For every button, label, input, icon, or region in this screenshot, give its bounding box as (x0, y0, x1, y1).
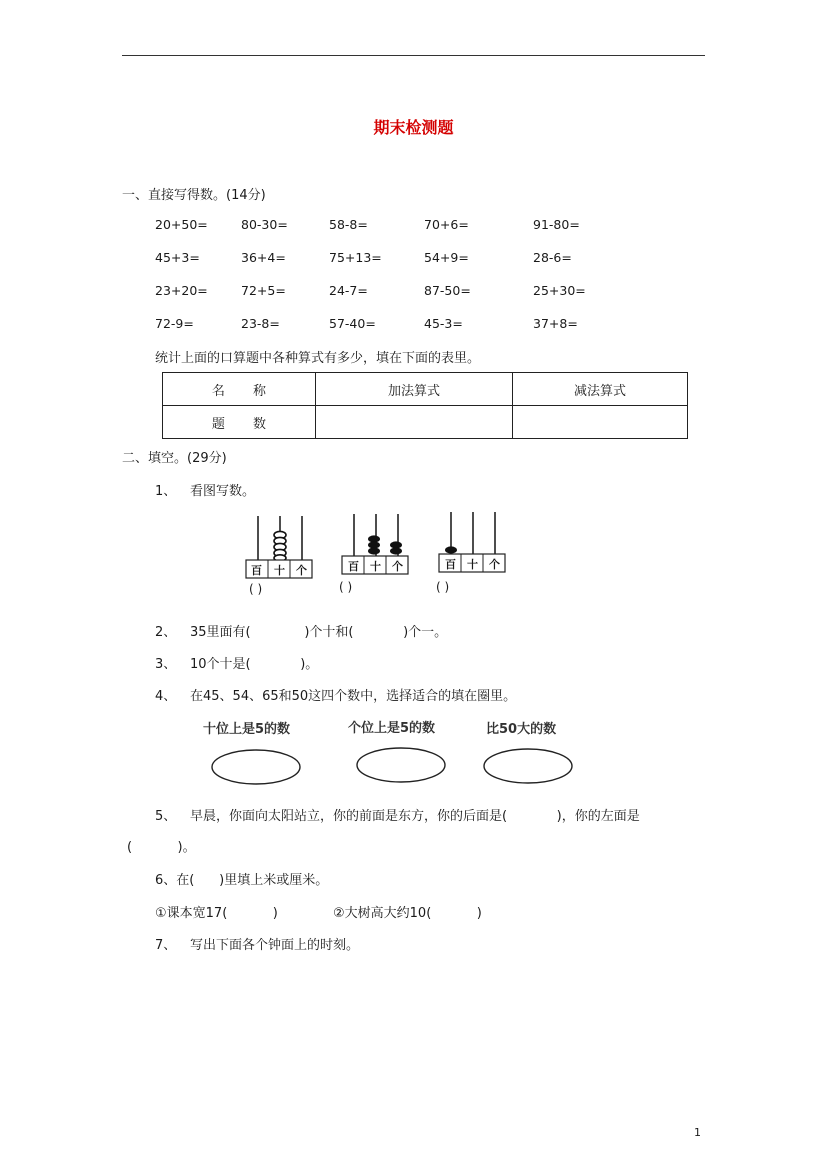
arithmetic-item: 57-40= (329, 316, 376, 331)
q4-text: 在45、54、65和50这四个数中，选择适合的填在圈里。 (190, 689, 517, 704)
table-row (163, 406, 688, 439)
arithmetic-item: 72-9= (155, 316, 194, 331)
q2-text: 35里面有( )个十和( )个一。 (190, 625, 448, 640)
q6-part-a: ①课本宽17( ) (155, 906, 278, 921)
header-rule (122, 55, 705, 56)
stat-table (162, 372, 688, 439)
arithmetic-item: 37+8= (533, 316, 578, 331)
circle-label-greater-fifty: 比50大的数 (486, 722, 557, 737)
abacus-1-label-hundreds: 百 (251, 564, 262, 577)
page-number: 1 (694, 1126, 701, 1139)
arithmetic-item: 23+20= (155, 283, 208, 298)
page-title: 期末检测题 (373, 118, 454, 137)
abacus-1-label-ones: 个 (296, 564, 307, 577)
q1-text: 看图写数。 (190, 484, 256, 499)
table-cell-add-answer[interactable] (316, 406, 513, 439)
arithmetic-item: 23-8= (241, 316, 280, 331)
q5-number: 5、 (155, 809, 177, 824)
q7-number: 7、 (155, 938, 177, 953)
arithmetic-item: 24-7= (329, 283, 368, 298)
arithmetic-item: 70+6= (424, 217, 469, 232)
table-header-sub: 减法算式 (513, 373, 688, 406)
q5-text-continued: ( )。 (127, 840, 196, 855)
q7-text: 写出下面各个钟面上的时刻。 (190, 938, 360, 953)
q2-number: 2、 (155, 625, 177, 640)
abacus-2-label-hundreds: 百 (348, 560, 359, 573)
q1-number: 1、 (155, 484, 177, 499)
arithmetic-item: 25+30= (533, 283, 586, 298)
arithmetic-item: 28-6= (533, 250, 572, 265)
stat-instruction: 统计上面的口算题中各种算式有多少，填在下面的表里。 (155, 351, 481, 366)
q3-number: 3、 (155, 657, 177, 672)
arithmetic-item: 45+3= (155, 250, 200, 265)
arithmetic-item: 91-80= (533, 217, 580, 232)
q4-number: 4、 (155, 689, 177, 704)
section2-heading: 二、填空。(29分) (122, 451, 227, 466)
section1-heading: 一、直接写得数。(14分) (122, 188, 266, 203)
arithmetic-item: 54+9= (424, 250, 469, 265)
abacus-3-answer[interactable]: ( ) (436, 580, 450, 594)
abacus-3-label-ones: 个 (489, 558, 500, 571)
answer-oval-3[interactable] (481, 747, 576, 787)
abacus-2-label-ones: 个 (392, 560, 403, 573)
q5-text: 早晨，你面向太阳站立，你的前面是东方，你的后面是( )，你的左面是 (190, 809, 640, 824)
arithmetic-item: 87-50= (424, 283, 471, 298)
arithmetic-item: 20+50= (155, 217, 208, 232)
arithmetic-item: 58-8= (329, 217, 368, 232)
abacus-1-answer[interactable]: ( ) (249, 582, 263, 596)
arithmetic-item: 80-30= (241, 217, 288, 232)
arithmetic-item: 75+13= (329, 250, 382, 265)
circle-label-ones-five: 个位上是5的数 (348, 721, 436, 736)
q3-text: 10个十是( )。 (190, 657, 319, 672)
answer-oval-2[interactable] (354, 746, 449, 786)
table-header-name: 名 称 (163, 373, 316, 406)
answer-oval-1[interactable] (210, 748, 305, 788)
abacus-1-label-tens: 十 (274, 564, 285, 577)
arithmetic-item: 36+4= (241, 250, 286, 265)
arithmetic-item: 72+5= (241, 283, 286, 298)
abacus-3-label-hundreds: 百 (445, 558, 456, 571)
table-header-add: 加法算式 (316, 373, 513, 406)
abacus-3-label-tens: 十 (467, 558, 478, 571)
q6-text: 6、在( )里填上米或厘米。 (155, 873, 329, 888)
table-row (163, 373, 688, 406)
circle-label-tens-five: 十位上是5的数 (203, 722, 291, 737)
abacus-2-label-tens: 十 (370, 560, 381, 573)
arithmetic-item: 45-3= (424, 316, 463, 331)
table-row-label: 题 数 (163, 406, 316, 439)
q6-part-b: ②大树高大约10( ) (333, 906, 482, 921)
table-cell-sub-answer[interactable] (513, 406, 688, 439)
abacus-2-answer[interactable]: ( ) (339, 580, 353, 594)
